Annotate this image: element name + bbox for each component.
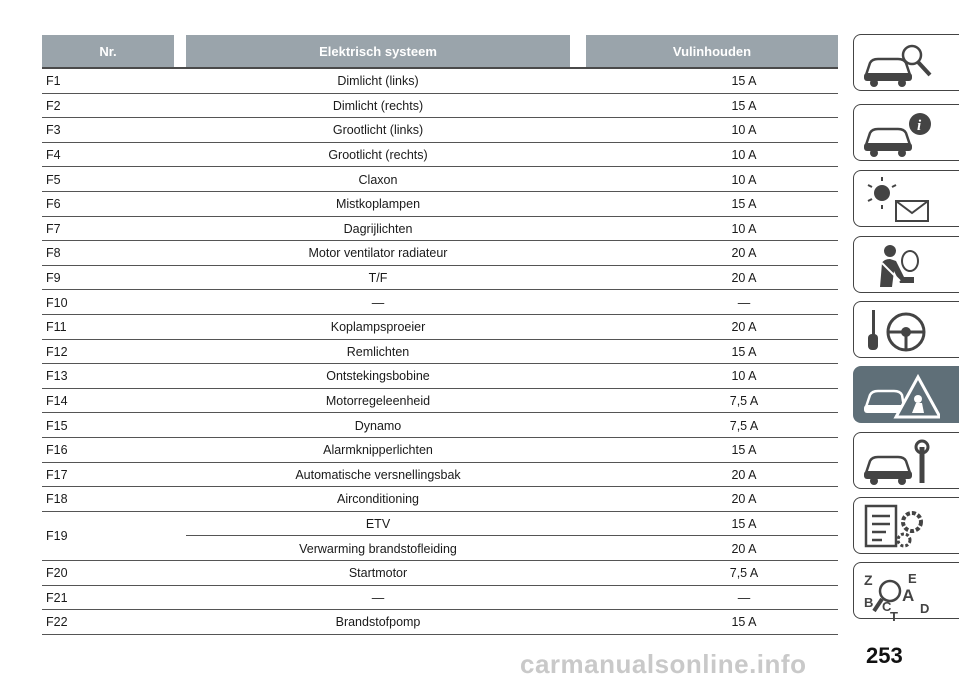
tab-car-magnifier[interactable]: [853, 34, 959, 91]
electrical-system: Brandstofpomp: [335, 615, 421, 630]
fuse-number: F9: [46, 271, 61, 286]
electrical-system: —: [371, 295, 385, 310]
tab-warning-lights[interactable]: [853, 170, 959, 227]
seatbelt-airbag-icon: [860, 241, 940, 291]
table-row: [42, 586, 838, 611]
fuse-capacity: —: [737, 295, 751, 310]
table-row: [42, 315, 838, 340]
fuse-capacity: 15 A: [731, 517, 757, 532]
key-steering-wheel-icon: [860, 306, 940, 356]
electrical-system: Dynamo: [354, 418, 402, 433]
table-row: [42, 143, 838, 168]
table-row: [42, 463, 838, 488]
fuse-capacity: 10 A: [731, 148, 757, 163]
fuse-capacity: 20 A: [731, 467, 757, 482]
fuse-number: F22: [46, 615, 68, 630]
fuse-number: F10: [46, 295, 68, 310]
table-row: [42, 413, 838, 438]
svg-text:C: C: [882, 599, 892, 614]
electrical-system: Mistkoplampen: [335, 197, 421, 212]
electrical-system: Motor ventilator radiateur: [308, 246, 448, 261]
tab-checklist-gears[interactable]: [853, 497, 959, 554]
fuse-number: F15: [46, 418, 68, 433]
fuse-capacity: 20 A: [731, 271, 757, 286]
fuse-number: F7: [46, 221, 61, 236]
car-wrench-icon: [860, 437, 940, 487]
svg-text:i: i: [917, 118, 922, 134]
electrical-system: Verwarming brandstofleiding: [299, 541, 457, 556]
checklist-gears-icon: [860, 502, 940, 552]
fuse-number: F1: [46, 74, 61, 89]
fuse-number: F19: [46, 529, 68, 544]
electrical-system: Dimlicht (links): [337, 74, 419, 89]
fuse-capacity: 15 A: [731, 344, 757, 359]
table-row: [42, 610, 838, 635]
table-row: [42, 487, 838, 512]
table-row: [42, 192, 838, 217]
svg-text:T: T: [890, 609, 898, 621]
table-row: [42, 438, 838, 463]
fuse-number: F17: [46, 467, 68, 482]
fuse-number: F12: [46, 344, 68, 359]
fuse-capacity: 20 A: [731, 541, 757, 556]
fuse-capacity: 20 A: [731, 492, 757, 507]
fuse-number: F4: [46, 148, 61, 163]
fuse-number: F16: [46, 443, 68, 458]
electrical-system: Grootlicht (links): [332, 123, 424, 138]
column-header-capacity: Vulinhouden: [586, 35, 838, 67]
fuse-number: F14: [46, 394, 68, 409]
fuse-number: F20: [46, 566, 68, 581]
fuse-number: F13: [46, 369, 68, 384]
electrical-system: Airconditioning: [337, 492, 419, 507]
tab-seatbelt-airbag[interactable]: [853, 236, 959, 293]
tab-car-info[interactable]: [853, 104, 959, 161]
fuse-capacity: 7,5 A: [729, 394, 759, 409]
electrical-system: Remlichten: [346, 344, 410, 359]
electrical-system: Dagrijlichten: [343, 221, 413, 236]
fuse-number: F21: [46, 590, 68, 605]
column-header-system: Elektrisch systeem: [186, 35, 570, 67]
warning-lights-message-icon: [860, 175, 940, 225]
watermark: carmanualsonline.info: [520, 649, 807, 679]
fuse-capacity: 15 A: [731, 98, 757, 113]
fuse-number: F11: [46, 320, 67, 335]
electrical-system: Ontstekingsbobine: [326, 369, 430, 384]
table-row: [42, 69, 838, 94]
fuse-capacity: —: [737, 590, 751, 605]
table-row: [42, 266, 838, 291]
svg-text:B: B: [864, 595, 874, 610]
svg-text:E: E: [908, 571, 917, 586]
electrical-system: ETV: [365, 517, 391, 532]
fuse-number: F6: [46, 197, 61, 212]
electrical-system: T/F: [368, 271, 388, 286]
electrical-system: Grootlicht (rechts): [328, 148, 428, 163]
page-number: 253: [866, 643, 903, 668]
fuse-capacity: 10 A: [731, 172, 757, 187]
table-row: [42, 167, 838, 192]
fuse-capacity: 15 A: [731, 443, 757, 458]
electrical-system: Claxon: [358, 172, 398, 187]
electrical-system: Motorregeleenheid: [325, 394, 431, 409]
table-row: [42, 389, 838, 414]
fuse-capacity: 10 A: [731, 221, 757, 236]
svg-text:Z: Z: [864, 572, 873, 588]
fuse-number: F3: [46, 123, 61, 138]
tab-emergency[interactable]: [853, 366, 959, 423]
fuse-capacity: 20 A: [731, 246, 757, 261]
fuse-capacity: 7,5 A: [729, 418, 759, 433]
fuse-capacity: 15 A: [731, 197, 757, 212]
electrical-system: Startmotor: [348, 566, 408, 581]
column-header-nr: Nr.: [42, 35, 174, 67]
fuse-number: F8: [46, 246, 61, 261]
row-divider: [42, 634, 838, 635]
fuse-capacity: 15 A: [731, 74, 757, 89]
table-row: [42, 217, 838, 242]
car-magnifier-icon: [860, 39, 940, 89]
svg-text:D: D: [920, 601, 930, 616]
table-row: [42, 118, 838, 143]
car-emergency-triangle-icon: [860, 371, 940, 421]
fuse-capacity: 15 A: [731, 615, 757, 630]
car-info-icon: [860, 109, 940, 159]
table-row: [42, 512, 838, 561]
table-row: [42, 290, 838, 315]
tab-key-steering[interactable]: [853, 301, 959, 358]
electrical-system: Dimlicht (rechts): [332, 98, 424, 113]
svg-text:A: A: [902, 586, 915, 605]
fuse-number: F2: [46, 98, 61, 113]
table-row: [42, 241, 838, 266]
fuse-capacity: 7,5 A: [729, 566, 759, 581]
electrical-system: Koplampsproeier: [330, 320, 426, 335]
fuse-number: F18: [46, 492, 68, 507]
fuse-capacity: 10 A: [731, 369, 757, 384]
electrical-system: Alarmknipperlichten: [323, 443, 433, 458]
table-row: [42, 340, 838, 365]
alphabetical-index-icon: [860, 567, 940, 621]
fuse-capacity: 10 A: [731, 123, 757, 138]
table-row: [42, 561, 838, 586]
fuse-number: F5: [46, 172, 61, 187]
table-row: [42, 94, 838, 119]
tab-index[interactable]: [853, 562, 959, 619]
fuse-capacity: 20 A: [731, 320, 757, 335]
tab-car-wrench[interactable]: [853, 432, 959, 489]
electrical-system: Automatische versnellingsbak: [295, 467, 461, 482]
table-row: [42, 364, 838, 389]
electrical-system: —: [371, 590, 385, 605]
